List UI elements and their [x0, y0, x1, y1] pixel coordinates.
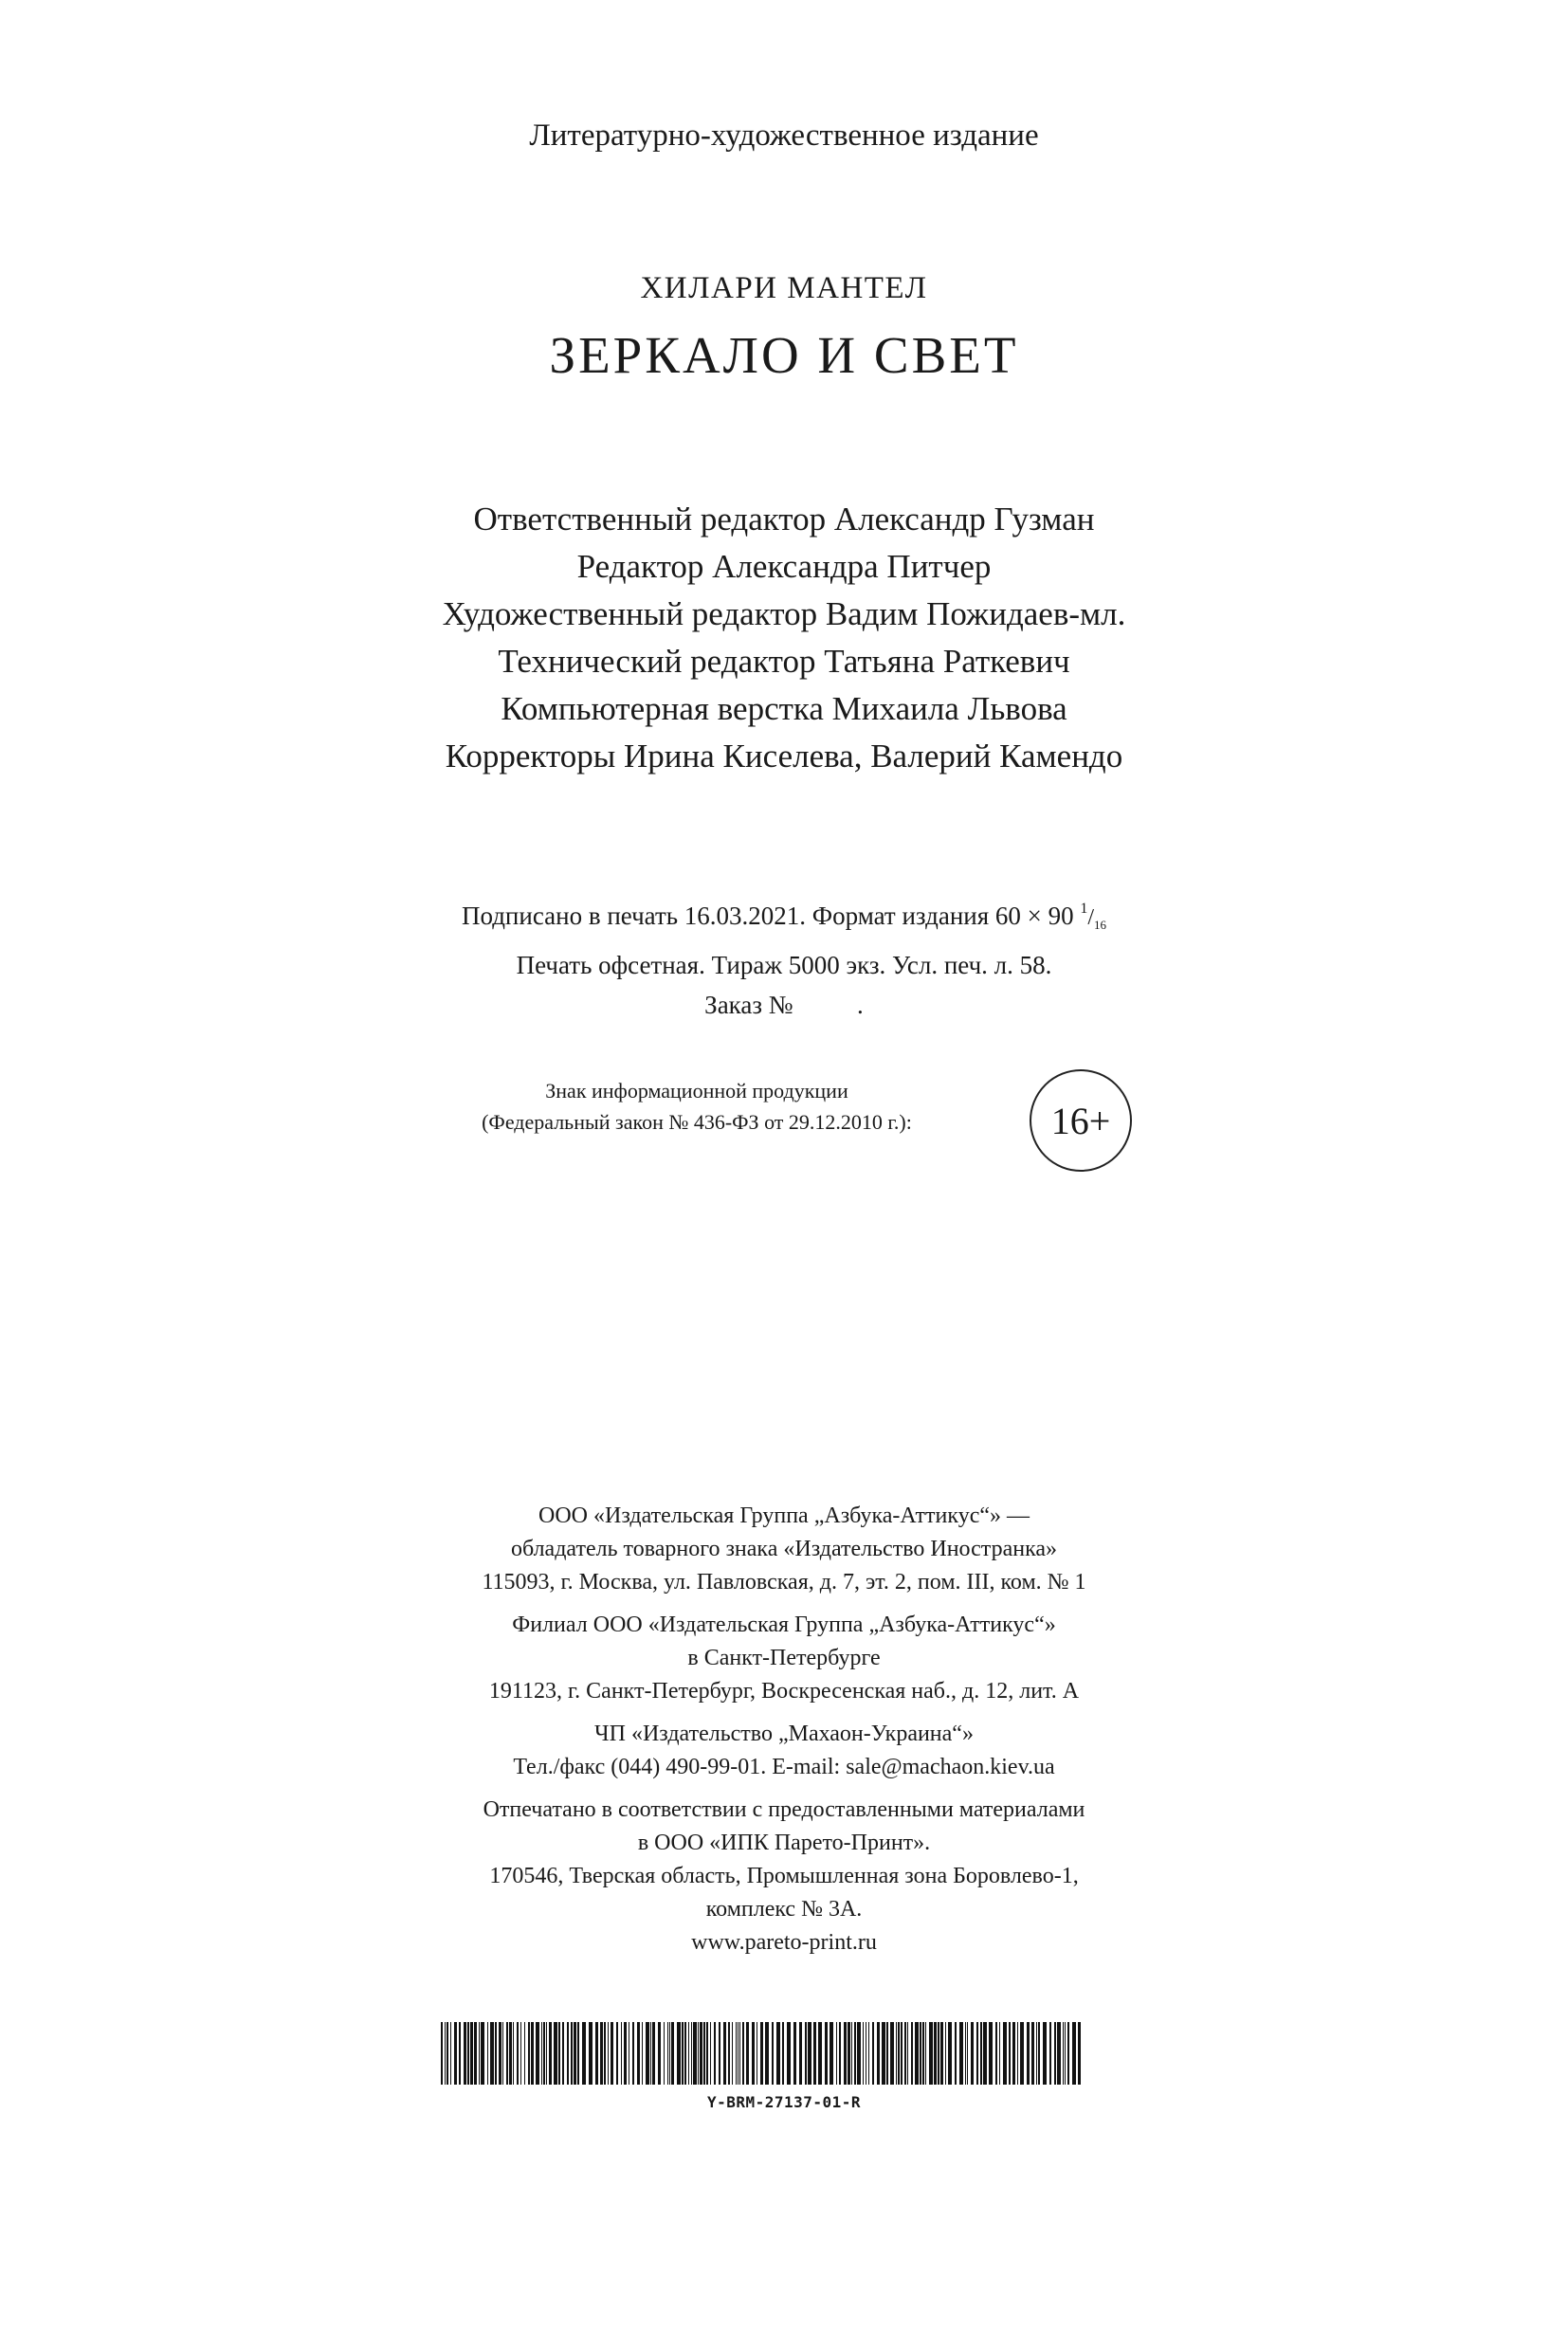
- barcode-bar: [1049, 2022, 1051, 2085]
- barcode-bar: [642, 2022, 643, 2085]
- barcode-bar: [945, 2022, 946, 2085]
- barcode-bar: [698, 2022, 699, 2085]
- barcode-bar: [562, 2022, 564, 2085]
- credit-line: Ответственный редактор Александр Гузман: [473, 501, 1095, 538]
- barcode-bar: [1078, 2022, 1081, 2085]
- barcode-bar: [481, 2022, 484, 2085]
- age-rating-label-line: Знак информационной продукции: [545, 1079, 848, 1103]
- barcode-bar: [851, 2022, 852, 2085]
- barcode-bar: [567, 2022, 569, 2085]
- barcode-bar: [616, 2022, 618, 2085]
- barcode-image: [441, 2022, 1085, 2085]
- barcode-bar: [854, 2022, 856, 2085]
- barcode-bar: [752, 2022, 755, 2085]
- barcode-bar: [682, 2022, 684, 2085]
- format-numerator: 1: [1080, 901, 1088, 917]
- barcode-bar: [450, 2022, 451, 2085]
- barcode-bar: [920, 2022, 921, 2085]
- barcode-bar: [799, 2022, 802, 2085]
- barcode-bar: [693, 2022, 697, 2085]
- barcode-bar: [513, 2022, 514, 2085]
- credit-line: Редактор Александра Питчер: [576, 548, 992, 585]
- printer-website: www.pareto-print.ru: [691, 1930, 877, 1955]
- barcode-bar: [765, 2022, 769, 2085]
- barcode-bar: [650, 2022, 651, 2085]
- barcode-bar: [1017, 2022, 1018, 2085]
- publisher-info: [0, 1500, 1568, 1959]
- barcode-bar: [736, 2022, 737, 2085]
- credit-line: Корректоры Ирина Киселева, Валерий Камендо: [445, 738, 1123, 775]
- barcode-bar: [664, 2022, 665, 2085]
- barcode-bar: [728, 2022, 730, 2085]
- barcode-bar: [825, 2022, 828, 2085]
- barcode-bar: [1009, 2022, 1011, 2085]
- barcode-bar: [805, 2022, 807, 2085]
- barcode-bar: [621, 2022, 622, 2085]
- barcode-bar: [487, 2022, 488, 2085]
- publisher-line: 191123, г. Санкт-Петербург, Воскресенская наб., д. 12, лит. А: [488, 1679, 1080, 1704]
- format-fraction: $^1/_{16}$: [1080, 901, 1107, 932]
- barcode-bar: [882, 2022, 885, 2085]
- barcode-bar: [746, 2022, 749, 2085]
- barcode-bar: [911, 2022, 913, 2085]
- barcode-bar: [646, 2022, 649, 2085]
- barcode-bar: [608, 2022, 609, 2085]
- barcode-bar: [441, 2022, 443, 2085]
- barcode-bar: [868, 2022, 869, 2085]
- barcode-bar: [1072, 2022, 1076, 2085]
- barcode-bar: [1043, 2022, 1047, 2085]
- barcode-bar: [844, 2022, 847, 2085]
- barcode-bar: [520, 2022, 521, 2085]
- barcode-bar: [637, 2022, 640, 2085]
- barcode-bar: [1063, 2022, 1064, 2085]
- barcode-bar: [691, 2022, 692, 2085]
- barcode-bar: [1065, 2022, 1066, 2085]
- barcode-bar: [999, 2022, 1000, 2085]
- barcode-bar: [863, 2022, 864, 2085]
- barcode-bar: [574, 2022, 576, 2085]
- barcode-bar: [464, 2022, 466, 2085]
- barcode-bar: [901, 2022, 903, 2085]
- barcode-bar: [658, 2022, 661, 2085]
- barcode-bar: [669, 2022, 670, 2085]
- barcode-bar: [595, 2022, 598, 2085]
- barcode-bar: [528, 2022, 530, 2085]
- barcode-bar: [467, 2022, 469, 2085]
- barcode-bar: [531, 2022, 534, 2085]
- barcode-bar: [1067, 2022, 1069, 2085]
- barcode-bar: [940, 2022, 943, 2085]
- print-signed-line: [0, 889, 1568, 945]
- barcode-bar: [787, 2022, 791, 2085]
- printer-line: комплекс № 3А.: [705, 1897, 863, 1922]
- order-number-line: Заказ № .: [704, 991, 864, 1019]
- barcode-bar: [857, 2022, 861, 2085]
- barcode-bar: [938, 2022, 939, 2085]
- barcode-bar: [1020, 2022, 1024, 2085]
- barcode-bar: [915, 2022, 919, 2085]
- barcode-caption: Y-BRM-27137-01-R: [706, 2093, 862, 2111]
- barcode-bar: [818, 2022, 822, 2085]
- barcode-bar: [1012, 2022, 1015, 2085]
- barcode-bar: [474, 2022, 477, 2085]
- barcode-bar: [454, 2022, 457, 2085]
- format-denominator: 16: [1094, 918, 1107, 932]
- barcode-bar: [739, 2022, 740, 2085]
- barcode-bar: [925, 2022, 926, 2085]
- barcode-bar: [1031, 2022, 1034, 2085]
- barcode-bar: [700, 2022, 702, 2085]
- barcode-bar: [907, 2022, 908, 2085]
- age-rating-block: [389, 1069, 1185, 1183]
- barcode-bar: [967, 2022, 968, 2085]
- barcode-bar: [543, 2022, 545, 2085]
- barcode-bar: [848, 2022, 850, 2085]
- barcode-bar: [839, 2022, 841, 2085]
- barcode-bar: [684, 2022, 686, 2085]
- barcode-bar: [959, 2022, 963, 2085]
- barcode-bar: [509, 2022, 512, 2085]
- credit-line: Технический редактор Татьяна Раткевич: [498, 643, 1070, 680]
- barcode-bar: [929, 2022, 933, 2085]
- credit-line: Компьютерная верстка Михаила Львова: [501, 690, 1067, 727]
- printer-line: Отпечатано в соответствии с предоставленными материалами: [483, 1797, 1085, 1822]
- barcode-bar: [971, 2022, 974, 2085]
- barcode-bar: [732, 2022, 733, 2085]
- barcode-bar: [577, 2022, 579, 2085]
- barcode-bar: [541, 2022, 542, 2085]
- barcode-bar: [1038, 2022, 1040, 2085]
- book-author: ХИЛАРИ МАНТЕЛ: [640, 271, 928, 305]
- barcode-bar: [995, 2022, 997, 2085]
- barcode-bar: [447, 2022, 448, 2085]
- publisher-line: Филиал ООО «Издательская Группа „Азбука-Аттикус“»: [512, 1613, 1056, 1637]
- barcode-bar: [688, 2022, 689, 2085]
- barcode-bar: [983, 2022, 987, 2085]
- barcode-bar: [760, 2022, 763, 2085]
- barcode-bar: [955, 2022, 957, 2085]
- barcode-bar: [499, 2022, 501, 2085]
- print-run-line: Печать офсетная. Тираж 5000 экз. Усл. печ. л. 58.: [516, 951, 1052, 979]
- barcode-bar: [671, 2022, 674, 2085]
- barcode-bar: [589, 2022, 593, 2085]
- barcode-bar: [714, 2022, 716, 2085]
- publisher-line: Тел./факс (044) 490-99-01. E-mail: sale@machaon.kiev.ua: [513, 1755, 1055, 1779]
- barcode-bar: [830, 2022, 833, 2085]
- age-rating-label-line: (Федеральный закон № 436-ФЗ от 29.12.2010 г.):: [482, 1110, 912, 1134]
- publisher-line: ООО «Издательская Группа „Азбука-Аттикус“» —: [538, 1504, 1030, 1528]
- barcode-bar: [667, 2022, 668, 2085]
- credit-line: Художественный редактор Вадим Пожидаев-мл.: [442, 595, 1126, 632]
- barcode-bar: [506, 2022, 508, 2085]
- barcode-bar: [886, 2022, 888, 2085]
- print-signed-text: Подписано в печать 16.03.2021. Формат издания 60 × 90: [461, 902, 1074, 930]
- barcode-bar: [445, 2022, 446, 2085]
- barcode-bar: [470, 2022, 473, 2085]
- age-rating-label: [389, 1075, 1005, 1138]
- barcode-bar: [836, 2022, 837, 2085]
- barcode-bar: [980, 2022, 982, 2085]
- barcode-bar: [877, 2022, 880, 2085]
- barcode-bar: [890, 2022, 894, 2085]
- publisher-line: обладатель товарного знака «Издательство Иностранка»: [510, 1537, 1058, 1561]
- barcode-bar: [976, 2022, 978, 2085]
- barcode-bar: [624, 2022, 627, 2085]
- barcode-bar: [611, 2022, 613, 2085]
- barcode-bar: [490, 2022, 494, 2085]
- barcode-bar: [495, 2022, 497, 2085]
- barcode-bar: [710, 2022, 711, 2085]
- barcode-bar: [896, 2022, 897, 2085]
- age-rating-badge: 16+: [1030, 1069, 1132, 1172]
- editorial-credits: [0, 496, 1568, 780]
- barcode-bar: [524, 2022, 525, 2085]
- barcode-bar: [793, 2022, 796, 2085]
- barcode-bar: [808, 2022, 811, 2085]
- barcode-bar: [1027, 2022, 1030, 2085]
- barcode-bar: [554, 2022, 557, 2085]
- barcode-bar: [604, 2022, 606, 2085]
- barcode-bar: [1057, 2022, 1061, 2085]
- barcode-bar: [872, 2022, 874, 2085]
- barcode-bar: [1054, 2022, 1056, 2085]
- barcode-bar: [723, 2022, 726, 2085]
- barcode-bar: [719, 2022, 720, 2085]
- barcode-bar: [558, 2022, 560, 2085]
- barcode-bar: [989, 2022, 993, 2085]
- publisher-line: ЧП «Издательство „Махаон-Украина“»: [594, 1722, 974, 1746]
- barcode-bar: [536, 2022, 539, 2085]
- barcode-bar: [582, 2022, 586, 2085]
- barcode-bar: [703, 2022, 705, 2085]
- barcode-bar: [459, 2022, 461, 2085]
- barcode-bar: [706, 2022, 708, 2085]
- publisher-line: 115093, г. Москва, ул. Павловская, д. 7, эт. 2, пом. III, ком. № 1: [482, 1570, 1086, 1595]
- barcode-bar: [934, 2022, 937, 2085]
- book-title: ЗЕРКАЛО И СВЕТ: [549, 326, 1019, 384]
- barcode-bar: [549, 2022, 552, 2085]
- barcode-bar: [502, 2022, 503, 2085]
- barcode-bar: [948, 2022, 952, 2085]
- barcode-bar: [677, 2022, 681, 2085]
- barcode-bar: [517, 2022, 519, 2085]
- barcode-bar: [600, 2022, 603, 2085]
- barcode-bar: [898, 2022, 900, 2085]
- printer-line: в ООО «ИПК Парето-Принт».: [637, 1831, 931, 1855]
- edition-genre: Литературно-художественное издание: [529, 118, 1039, 153]
- barcode-bar: [1003, 2022, 1007, 2085]
- barcode-bar: [813, 2022, 816, 2085]
- barcode-bar: [632, 2022, 634, 2085]
- barcode-bar: [652, 2022, 655, 2085]
- barcode-bar: [922, 2022, 924, 2085]
- barcode-bar: [776, 2022, 780, 2085]
- barcode-bar: [782, 2022, 784, 2085]
- printer-line: 170546, Тверская область, Промышленная зона Боровлево-1,: [489, 1864, 1079, 1888]
- print-details: [0, 889, 1568, 1025]
- barcode-bar: [1036, 2022, 1037, 2085]
- barcode-bar: [546, 2022, 547, 2085]
- publisher-line: в Санкт-Петербурге: [687, 1646, 881, 1670]
- barcode-bar: [904, 2022, 906, 2085]
- barcode-bar: [772, 2022, 774, 2085]
- barcode-bar: [965, 2022, 966, 2085]
- barcode-bar: [479, 2022, 480, 2085]
- barcode-bar: [571, 2022, 573, 2085]
- barcode-bar: [742, 2022, 744, 2085]
